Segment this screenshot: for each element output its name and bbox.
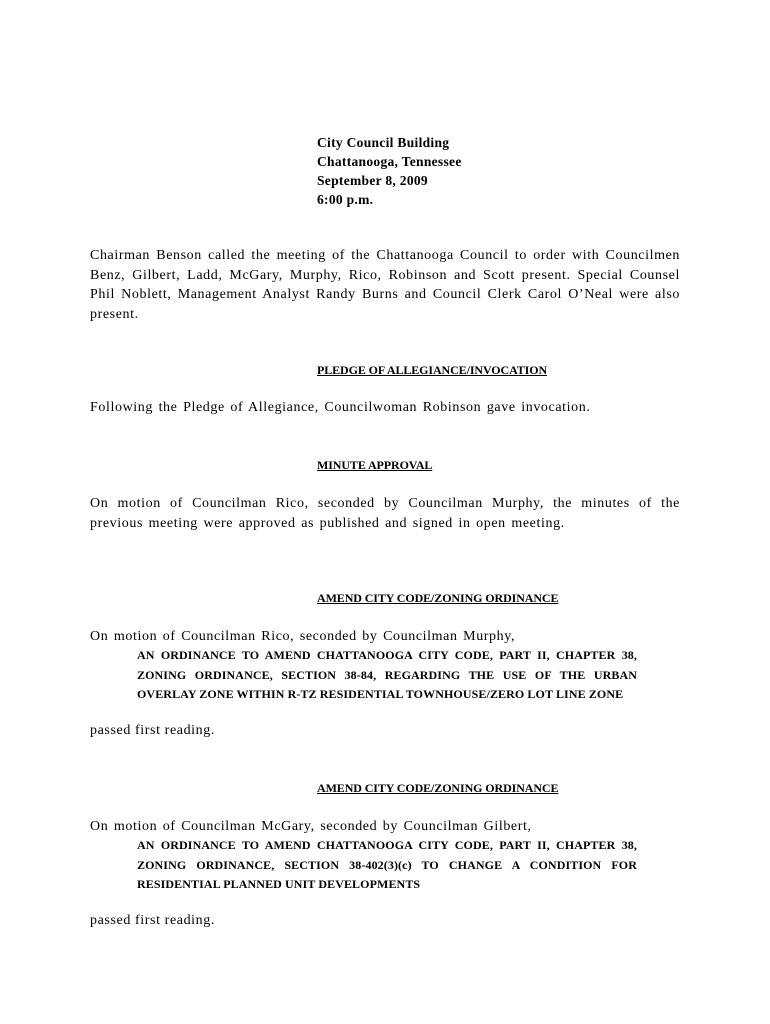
ordinance-text-1: AN ORDINANCE TO AMEND CHATTANOOGA CITY CODE, PART II, CHAPTER 38, ZONING ORDINANCE, SECTION 38-84, REGARDING THE USE OF THE URBAN OVERLAY ZONE WITHIN R-TZ RESIDENTIAL TOWNHOUSE/ZERO LOT LINE ZONE xyxy=(137,648,637,701)
intro-paragraph: Chairman Benson called the meeting of the Chattanooga Council to order with Councilmen Benz, Gilbert, Ladd, McGary, Murphy, Rico, Robinson and Scott present. Special Counsel Phil Noblett, Management Analyst Randy Burns and Council Clerk Carol O’Neal were also present. xyxy=(90,248,680,322)
meeting-location: City Council Building xyxy=(317,135,450,150)
motion-text-2: On motion of Councilman McGary, seconded by Councilman Gilbert, xyxy=(90,819,532,834)
section-heading-amend-code-2: AMEND CITY CODE/ZONING ORDINANCE xyxy=(317,781,559,795)
section-heading-minute-approval: MINUTE APPROVAL xyxy=(317,458,433,472)
meeting-time: 6:00 p.m. xyxy=(317,192,374,207)
section-heading-pledge: PLEDGE OF ALLEGIANCE/INVOCATION xyxy=(317,363,548,377)
result-text-2: passed first reading. xyxy=(90,913,215,928)
section-heading-amend-code-1: AMEND CITY CODE/ZONING ORDINANCE xyxy=(317,591,559,605)
motion-text-1: On motion of Councilman Rico, seconded by Councilman Murphy, xyxy=(90,629,516,644)
meeting-header xyxy=(317,133,462,209)
meeting-date: September 8, 2009 xyxy=(317,173,428,188)
ordinance-text-2: AN ORDINANCE TO AMEND CHATTANOOGA CITY CODE, PART II, CHAPTER 38, ZONING ORDINANCE, SECTION 38-402(3)(c) TO CHANGE A CONDITION FOR RESIDENTIAL PLANNED UNIT DEVELOPMENTS xyxy=(137,838,637,891)
minute-approval-paragraph: On motion of Councilman Rico, seconded by Councilman Murphy, the minutes of the previous meeting were approved as published and signed in open meeting. xyxy=(90,496,680,531)
pledge-paragraph: Following the Pledge of Allegiance, Councilwoman Robinson gave invocation. xyxy=(90,400,591,415)
meeting-city: Chattanooga, Tennessee xyxy=(317,154,462,169)
result-text-1: passed first reading. xyxy=(90,723,215,738)
